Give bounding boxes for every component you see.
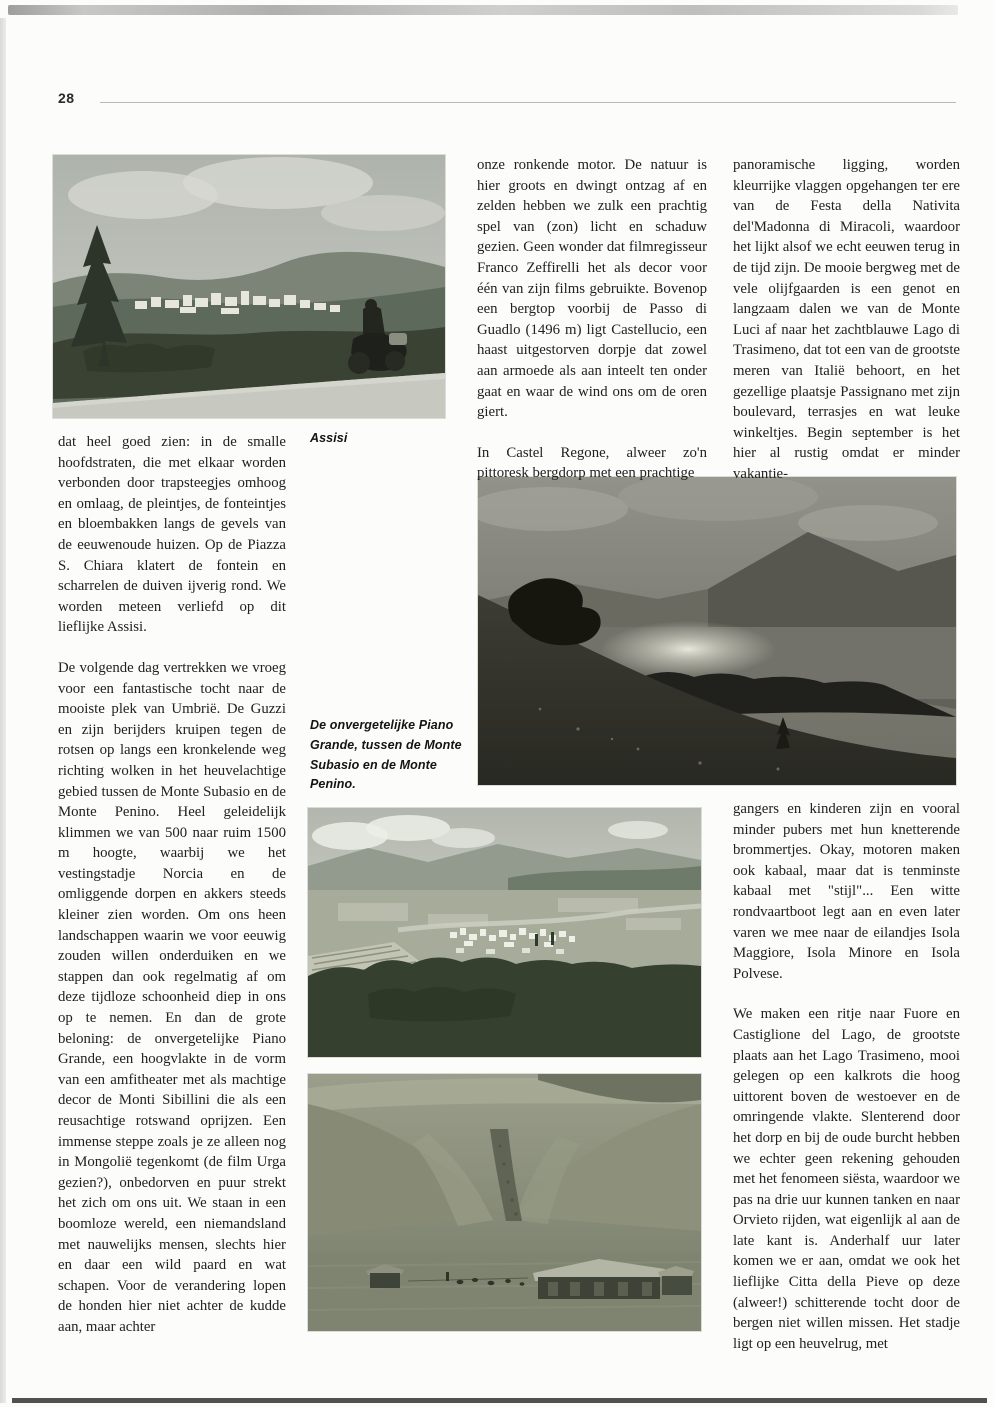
paragraph-middle-1: onze ronkende motor. De natuur is hier groots en dwingt ontzag af en zelden hebben we zulk een prachtig spel van (zon) licht en schaduw gezien. Geen wonder dat filmregisseur Franco Zeffirelli het als decor voor één van zijn films gebruikte. Bovenop een bergtop voorbij de Passo di Guadlo (1496 m) ligt Castellucio, een haast uitgestorven dorpje dat zowel aan armoede als aan inteelt ten onder gaat en waar de wind ons om de oren giert.: [477, 157, 707, 421]
header-rule: [100, 102, 956, 103]
caption-assisi: Assisi: [310, 431, 348, 445]
text-column-left: [58, 432, 286, 1338]
paragraph-left-2: De volgende dag vertrekken we vroeg voor een fantastische tocht naar de mooiste plek van Umbrië. De Guzzi en zijn berijders kruipen tegen de rotsen op langs een kronkelende weg richting wolken in het heuvelachtige gebied tussen de Monte Subasio en de Monte Penino. Heel geleidelijk klimmen we van 500 naar ruim 1500 m hoogte, waarbij we het vestingstadje Norcia en de omliggende dorpen en akkers steeds kleiner zien worden. Om ons heen landschappen waarin we voor eeuwig zouden willen onderduiken en we stappen dan ook regelmatig af om deze tijdloze schoonheid diep in ons op te nemen. En dan de grote beloning: de onvergetelijke Piano Grande, een hoogvlakte in de vorm van een amfitheater met als machtige decor de Monti Sibillini die als een reusachtige rotswand oprijzen. Een immense steppe zoals je ze alleen nog in Mongolië tegenkomt (de film Urga gezien?), onbedorven en puur strekt het zich om ons uit. We staan in een boomloze wereld, een niemandsland met nauwelijks mensen, slechts hier en daar een wild paard en wat schapen. Voor de verandering lopen de honden hier niet achter de kudde aan, maar achter: [58, 659, 286, 1335]
photo-assisi-motorcycle: [53, 155, 445, 418]
paragraph-middle-2: In Castel Regone, alweer zo'n pittoresk bergdorp met een prachtige: [477, 444, 707, 482]
photo-hills-farmstead: [308, 1074, 701, 1331]
paragraph-right-1: panoramische ligging, worden kleurrijke vlaggen opgehangen ter ere van de Festa della Nativita del'Madonna di Miracoli, waardoor het lijkt alsof we echt eeuwen terug in de tijd zijn. De mooie bergweg met de vele olijfgaarden is een genot en langzaam dalen we van de Monte Luci af naar het zachtblauwe Lago di Trasimeno, dat tot een van de grootste meren van Italië behoort, en het gezellige plaatsje Passignano met zijn boulevard, terrasjes en wat leuke winkeltjes. Begin september is het hier al rustig omdat er minder vakantie-: [733, 157, 960, 482]
bottom-decoration-bar: [12, 1398, 987, 1403]
text-column-right-top: [733, 155, 960, 485]
photo-piano-grande: [478, 477, 956, 785]
paragraph-right-2: gangers en kinderen zijn en vooral minder pubers met hun knetterende brommertjes. Okay, motoren maken ook kabaal, maar dat is tenminste kabaal met "stijl"... Een witte rondvaartboot legt aan en even later varen we mee naar de eilandjes Isola Maggiore, Isola Minore en Isola Polvese.: [733, 801, 960, 982]
caption-piano-grande: De onvergetelijke Piano Grande, tussen de Monte Subasio en de Monte Penino.: [310, 718, 462, 792]
photo-valley-village: [308, 808, 701, 1057]
paragraph-right-3: We maken een ritje naar Fuore en Castiglione del Lago, de grootste plaats aan het Lago Trasimeno, mooi gelegen op een kalkrots die hoog uittorent boven de westoever en de omringende vlakte. Slenterend door het dorp en bij de oude burcht hebben we echter geen rekening gehouden met het fenomeen siësta, waardoor we pas na drie uur kunnen tanken en naar Orvieto rijden, wat eigenlijk al aan de late kant is. Anderhalf uur later komen we er aan, omdat we ook het lieflijke Citta della Pieve op deze (alweer!) schitterende tocht door de bergen niet willen missen. Het stadje ligt op een heuvelrug, met: [733, 1006, 960, 1352]
top-decoration-bar: [8, 5, 958, 15]
text-column-right-bottom: [733, 799, 960, 1354]
paragraph-left-1: dat heel goed zien: in de smalle hoofdstraten, die met elkaar worden verbonden door trapsteegjes omhoog en omlaag, de pleintjes, de fonteintjes en bloembakken langs de gevels van de eeuwenoude huizen. Op de Piazza S. Chiara klatert de fontein en scharrelen de duiven ijverig rond. We worden meteen verliefd op dit lieflijke Assisi.: [58, 434, 286, 636]
page-left-edge-shadow: [0, 18, 6, 1403]
text-column-middle: [477, 155, 707, 484]
page-number: 28: [58, 90, 75, 106]
